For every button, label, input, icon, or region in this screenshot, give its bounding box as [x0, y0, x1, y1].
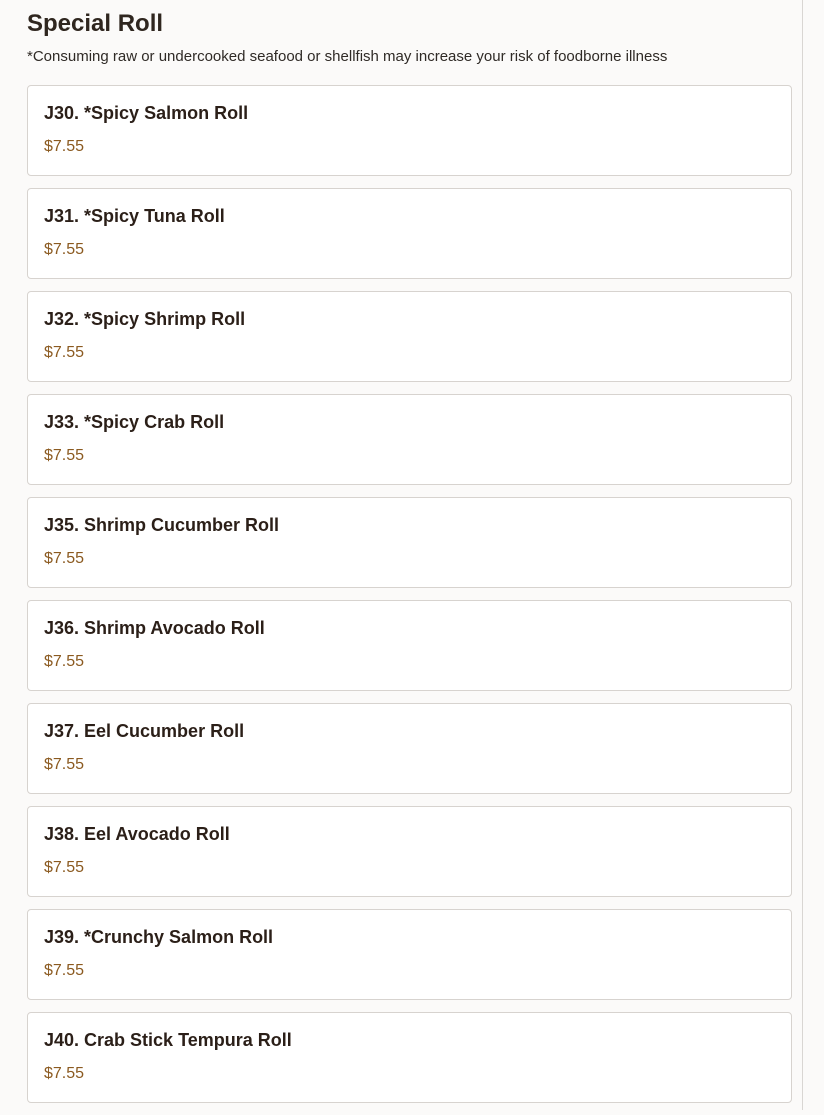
menu-item-name: J32. *Spicy Shrimp Roll — [44, 309, 246, 329]
menu-item-list — [27, 85, 792, 1115]
menu-item-name: J38. Eel Avocado Roll — [44, 824, 230, 844]
menu-item-price: $7.55 — [44, 241, 85, 258]
menu-item-card[interactable] — [27, 188, 792, 279]
menu-item-price: $7.55 — [44, 962, 85, 979]
menu-item-price: $7.55 — [44, 344, 85, 361]
menu-item-card[interactable] — [27, 497, 792, 588]
menu-item-price: $7.55 — [44, 756, 85, 773]
menu-item-card[interactable] — [27, 909, 792, 1000]
menu-item-name: J30. *Spicy Salmon Roll — [44, 103, 249, 123]
raw-seafood-warning: *Consuming raw or undercooked seafood or shellfish may increase your risk of foodborne illness — [27, 48, 668, 65]
menu-item-card[interactable] — [27, 806, 792, 897]
section-title: Special Roll — [27, 10, 164, 37]
menu-item-card[interactable] — [27, 703, 792, 794]
menu-item-name: J33. *Spicy Crab Roll — [44, 412, 225, 432]
menu-item-price: $7.55 — [44, 138, 85, 155]
menu-item-card[interactable] — [27, 600, 792, 691]
menu-item-name: J40. Crab Stick Tempura Roll — [44, 1030, 292, 1050]
menu-item-name: J37. Eel Cucumber Roll — [44, 721, 245, 741]
menu-item-price: $7.55 — [44, 859, 85, 876]
menu-item-card[interactable] — [27, 85, 792, 176]
menu-item-card[interactable] — [27, 291, 792, 382]
menu-item-price: $7.55 — [44, 1065, 85, 1082]
menu-item-price: $7.55 — [44, 550, 85, 567]
menu-item-name: J31. *Spicy Tuna Roll — [44, 206, 225, 226]
menu-item-card[interactable] — [27, 1012, 792, 1103]
menu-item-price: $7.55 — [44, 653, 85, 670]
menu-item-price: $7.55 — [44, 447, 85, 464]
menu-item-name: J36. Shrimp Avocado Roll — [44, 618, 265, 638]
menu-item-name: J35. Shrimp Cucumber Roll — [44, 515, 280, 535]
menu-item-card[interactable] — [27, 394, 792, 485]
menu-item-name: J39. *Crunchy Salmon Roll — [44, 927, 274, 947]
